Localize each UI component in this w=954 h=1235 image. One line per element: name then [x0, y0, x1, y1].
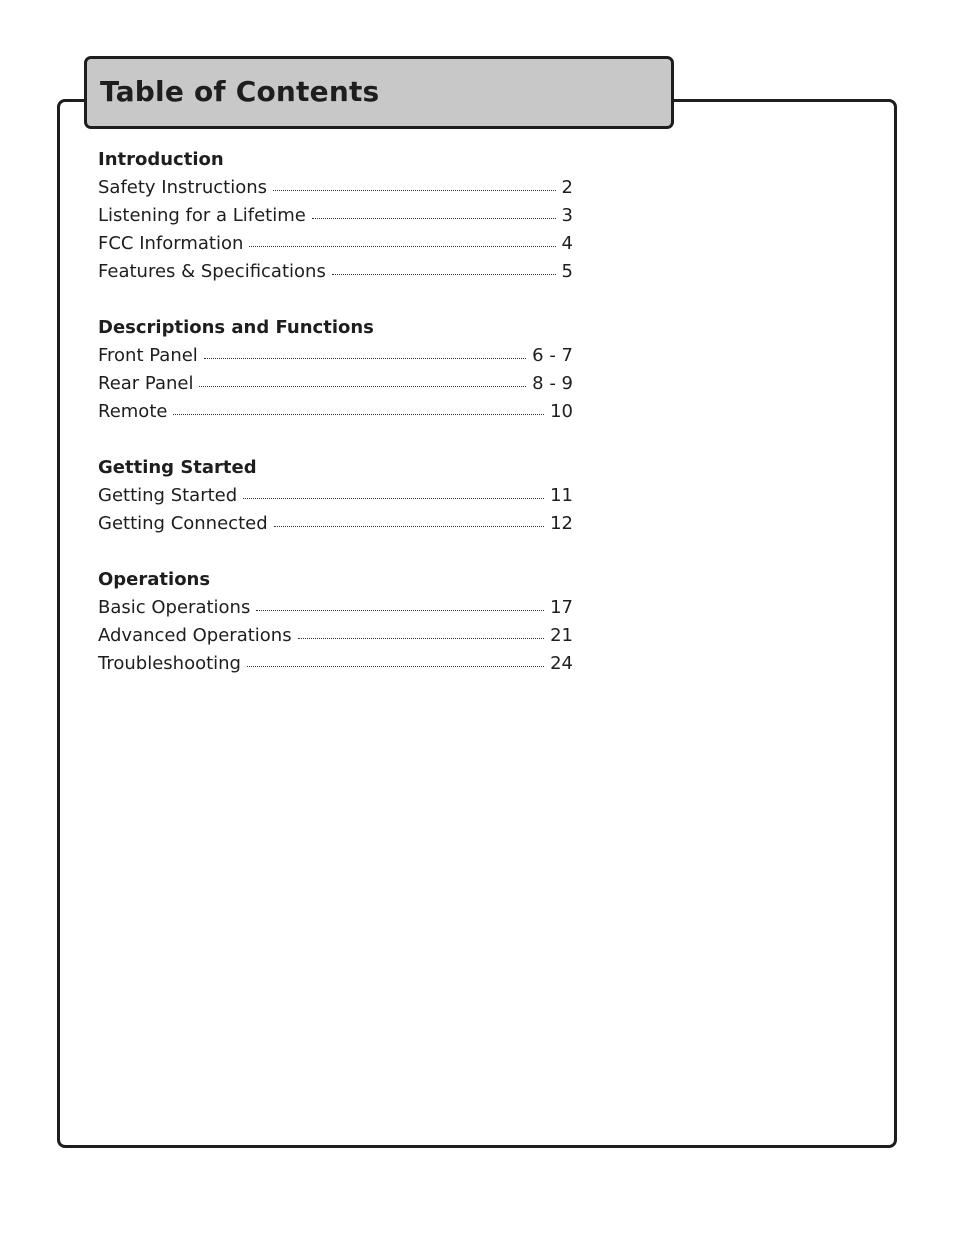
- toc-entry-page: 3: [561, 205, 573, 226]
- toc-entry-label: Listening for a Lifetime: [98, 205, 306, 226]
- toc-entry-page: 6 - 7: [532, 345, 573, 366]
- toc-entry-page: 17: [550, 597, 573, 618]
- toc-entry-label: Safety Instructions: [98, 177, 268, 198]
- toc-entry[interactable]: [98, 258, 573, 286]
- section-heading: Descriptions and Functions: [98, 317, 374, 338]
- dot-leader: [249, 246, 555, 247]
- toc-entry[interactable]: [98, 510, 573, 538]
- toc-entry-label: Rear Panel: [98, 373, 194, 394]
- toc-entry-page: 2: [561, 177, 573, 198]
- toc-entry[interactable]: [98, 622, 573, 650]
- toc-entry[interactable]: [98, 370, 573, 398]
- page-title: Table of Contents: [100, 75, 380, 108]
- dot-leader: [298, 638, 545, 639]
- toc-section-getting-started: [98, 454, 573, 538]
- toc-entry-label: Getting Started: [98, 485, 238, 506]
- toc-entry-page: 11: [550, 485, 573, 506]
- dot-leader: [204, 358, 526, 359]
- toc-entry-page: 12: [550, 513, 573, 534]
- toc-entry[interactable]: [98, 482, 573, 510]
- dot-leader: [247, 666, 544, 667]
- toc-entry-page: 21: [550, 625, 573, 646]
- toc-entry[interactable]: [98, 594, 573, 622]
- table-of-contents: [98, 146, 573, 706]
- toc-section-introduction: [98, 146, 573, 286]
- dot-leader: [199, 386, 526, 387]
- toc-entry[interactable]: [98, 650, 573, 678]
- toc-entry-page: 4: [561, 233, 573, 254]
- toc-entry[interactable]: [98, 342, 573, 370]
- section-heading: Introduction: [98, 149, 224, 170]
- dot-leader: [274, 526, 544, 527]
- toc-entry-page: 8 - 9: [532, 373, 573, 394]
- section-heading: Getting Started: [98, 457, 257, 478]
- dot-leader: [332, 274, 556, 275]
- toc-entry-page: 10: [550, 401, 573, 422]
- toc-entry-label: Getting Connected: [98, 513, 268, 534]
- toc-entry[interactable]: [98, 174, 573, 202]
- toc-section-descriptions: [98, 314, 573, 426]
- dot-leader: [256, 610, 544, 611]
- toc-entry-page: 5: [561, 261, 573, 282]
- dot-leader: [243, 498, 544, 499]
- dot-leader: [312, 218, 556, 219]
- toc-entry[interactable]: [98, 230, 573, 258]
- toc-entry-page: 24: [550, 653, 573, 674]
- toc-entry[interactable]: [98, 398, 573, 426]
- toc-section-operations: [98, 566, 573, 678]
- toc-entry-label: Basic Operations: [98, 597, 251, 618]
- section-heading: Operations: [98, 569, 211, 590]
- toc-entry-label: FCC Information: [98, 233, 244, 254]
- toc-entry-label: Features & Specifications: [98, 261, 326, 282]
- toc-entry-label: Advanced Operations: [98, 625, 292, 646]
- toc-entry-label: Troubleshooting: [98, 653, 241, 674]
- toc-entry[interactable]: [98, 202, 573, 230]
- dot-leader: [173, 414, 544, 415]
- toc-entry-label: Remote: [98, 401, 168, 422]
- title-tab: [84, 56, 674, 129]
- toc-entry-label: Front Panel: [98, 345, 198, 366]
- dot-leader: [273, 190, 556, 191]
